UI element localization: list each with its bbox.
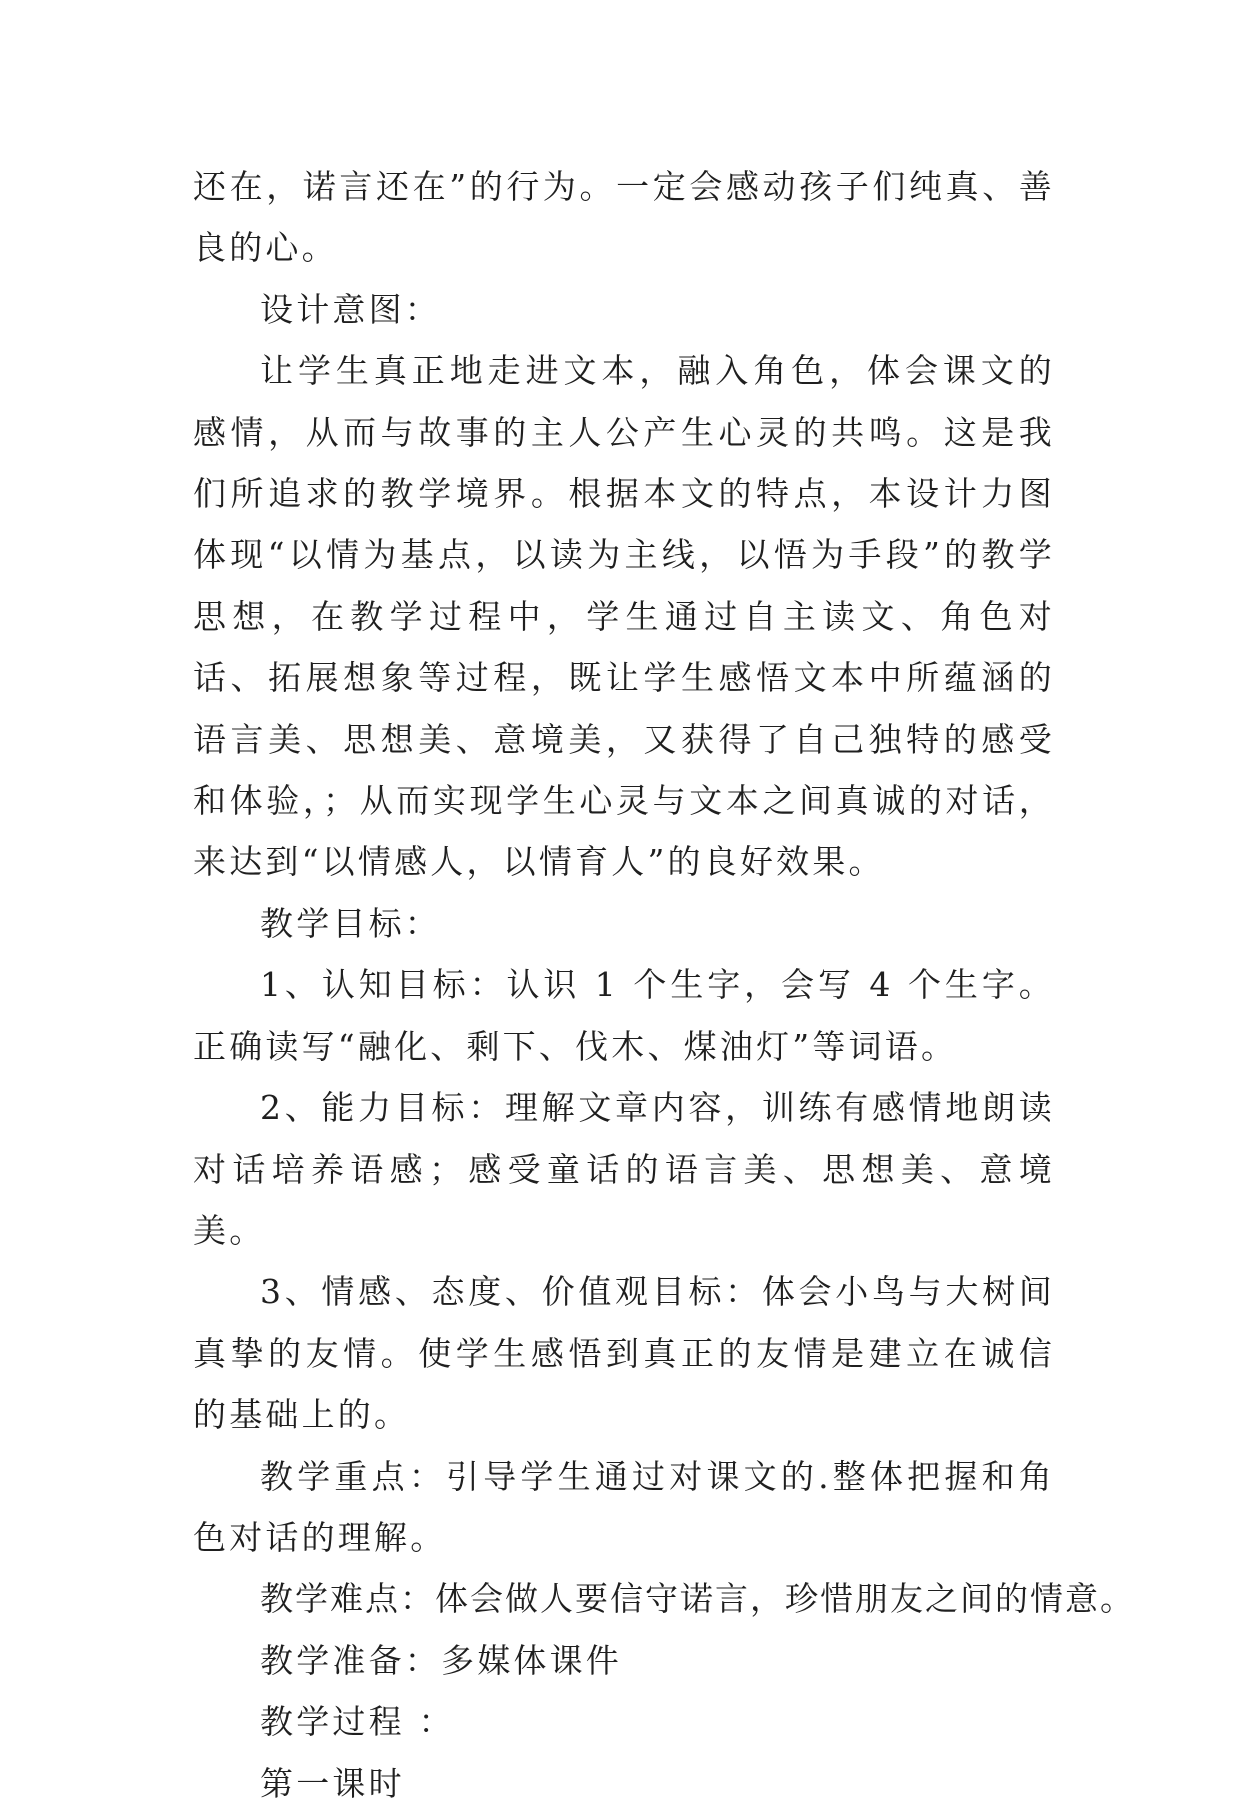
heading-design-intent: 设计意图： (260, 289, 441, 329)
paragraph-design-intent: 让学生真正地走进文本，融入角色，体会课文的感情，从而与故事的主人公产生心灵的共鸣。这是我们所追求的教学境界。根据本文的特点，本设计力图体现“以情为基点，以读为主线，以悟为手段”的教学思想，在教学过程中，学生通过自主读文、角色对话、拓展想象等过程，既让学生感悟文本中所蕴涵的语言美、思想美、意境美，又获得了自己独特的感受和体验，；从而实现学生心灵与文本之间真诚的对话，来达到“以情感人，以情育人”的良好效果。 (193, 351, 1055, 882)
document-body (193, 156, 1135, 1814)
heading-teaching-goals: 教学目标： (260, 903, 441, 943)
first-lesson-heading: 第一课时 (260, 1763, 405, 1803)
goal-emotion: 3、情感、态度、价值观目标：体会小鸟与大树间真挚的友情。使学生感悟到真正的友情是建立在诚信的基础上的。 (193, 1272, 1055, 1435)
teaching-preparation: 教学准备：多媒体课件 (260, 1640, 622, 1680)
teaching-key-point: 教学重点：引导学生通过对课文的.整体把握和角色对话的理解。 (193, 1456, 1055, 1557)
teaching-process-heading: 教学过程 ： (260, 1702, 455, 1742)
paragraph-continuation: 还在，诺言还在”的行为。一定会感动孩子们纯真、善良的心。 (193, 167, 1055, 268)
goal-ability: 2、能力目标：理解文章内容，训练有感情地朗读对话培养语感；感受童话的语言美、思想美、意境美。 (193, 1088, 1055, 1250)
goal-cognitive: 1、认知目标：认识 1 个生字，会写 4 个生字。正确读写“融化、剩下、伐木、煤油灯”等词语。 (193, 965, 1055, 1066)
teaching-difficulty: 教学难点：体会做人要信守诺言，珍惜朋友之间的情意。 (260, 1579, 1135, 1619)
